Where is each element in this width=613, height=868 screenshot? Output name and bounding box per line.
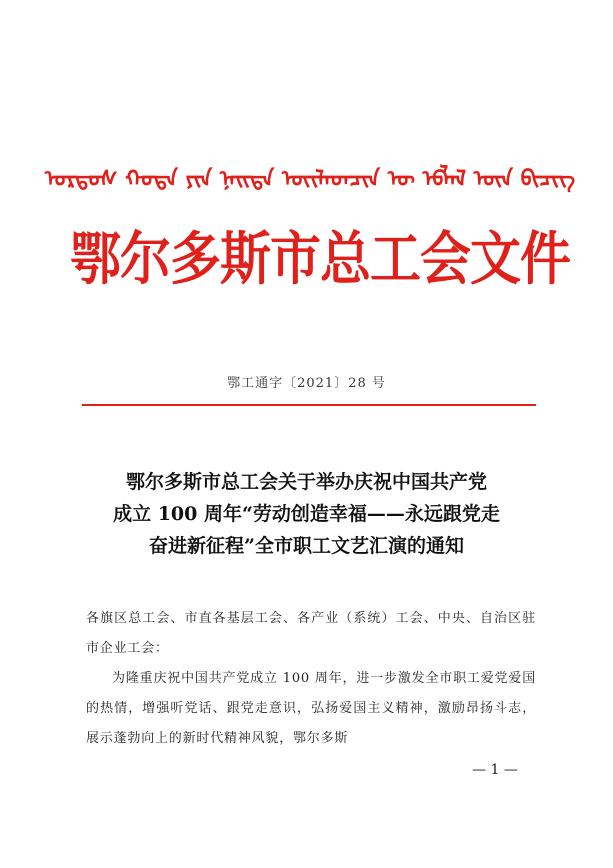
document-number: 鄂工通字〔2021〕28 号 — [227, 376, 386, 391]
masthead-title: 鄂尔多斯市总工会文件 — [70, 225, 571, 294]
addressee-paragraph: 各旗区总工会、市直各基层工会、各产业（系统）工会、中央、自治区驻市企业工会： — [86, 611, 536, 656]
notice-title-line-2: 成立 100 周年“劳动创造幸福——永远跟党走 — [113, 503, 500, 525]
page-number: — 1 — — [472, 762, 518, 778]
body-paragraph-1: 为隆重庆祝中国共产党成立 100 周年，进一步激发全市职工爱党爱国的热情，增强听党话、跟党走意识，弘扬爱国主义精神，激励昂扬斗志，展示蓬勃向上的新时代精神风貌，鄂尔多斯 — [86, 671, 536, 746]
mongolian-script-text: ᠣᠷᠳᠣᠰ ᠬᠣᠲᠠ ᠶᠢᠨ ᠨᠡᠢᠲᠡ ᠦᠢᠯᠡᠳᠴᠢᠨ ᠦ ᠡᠪᠯᠡᠯ ᠦᠨ ᠪᠢᠴᠢᠭ — [44, 167, 576, 192]
mongolian-script-header — [44, 150, 576, 205]
notice-title-line-3: 奋进新征程”全市职工文艺汇演的通知 — [149, 535, 464, 557]
notice-body — [86, 604, 536, 754]
red-divider-line — [82, 404, 536, 406]
notice-title — [60, 466, 553, 562]
notice-title-line-1: 鄂尔多斯市总工会关于举办庆祝中国共产党 — [125, 471, 487, 493]
